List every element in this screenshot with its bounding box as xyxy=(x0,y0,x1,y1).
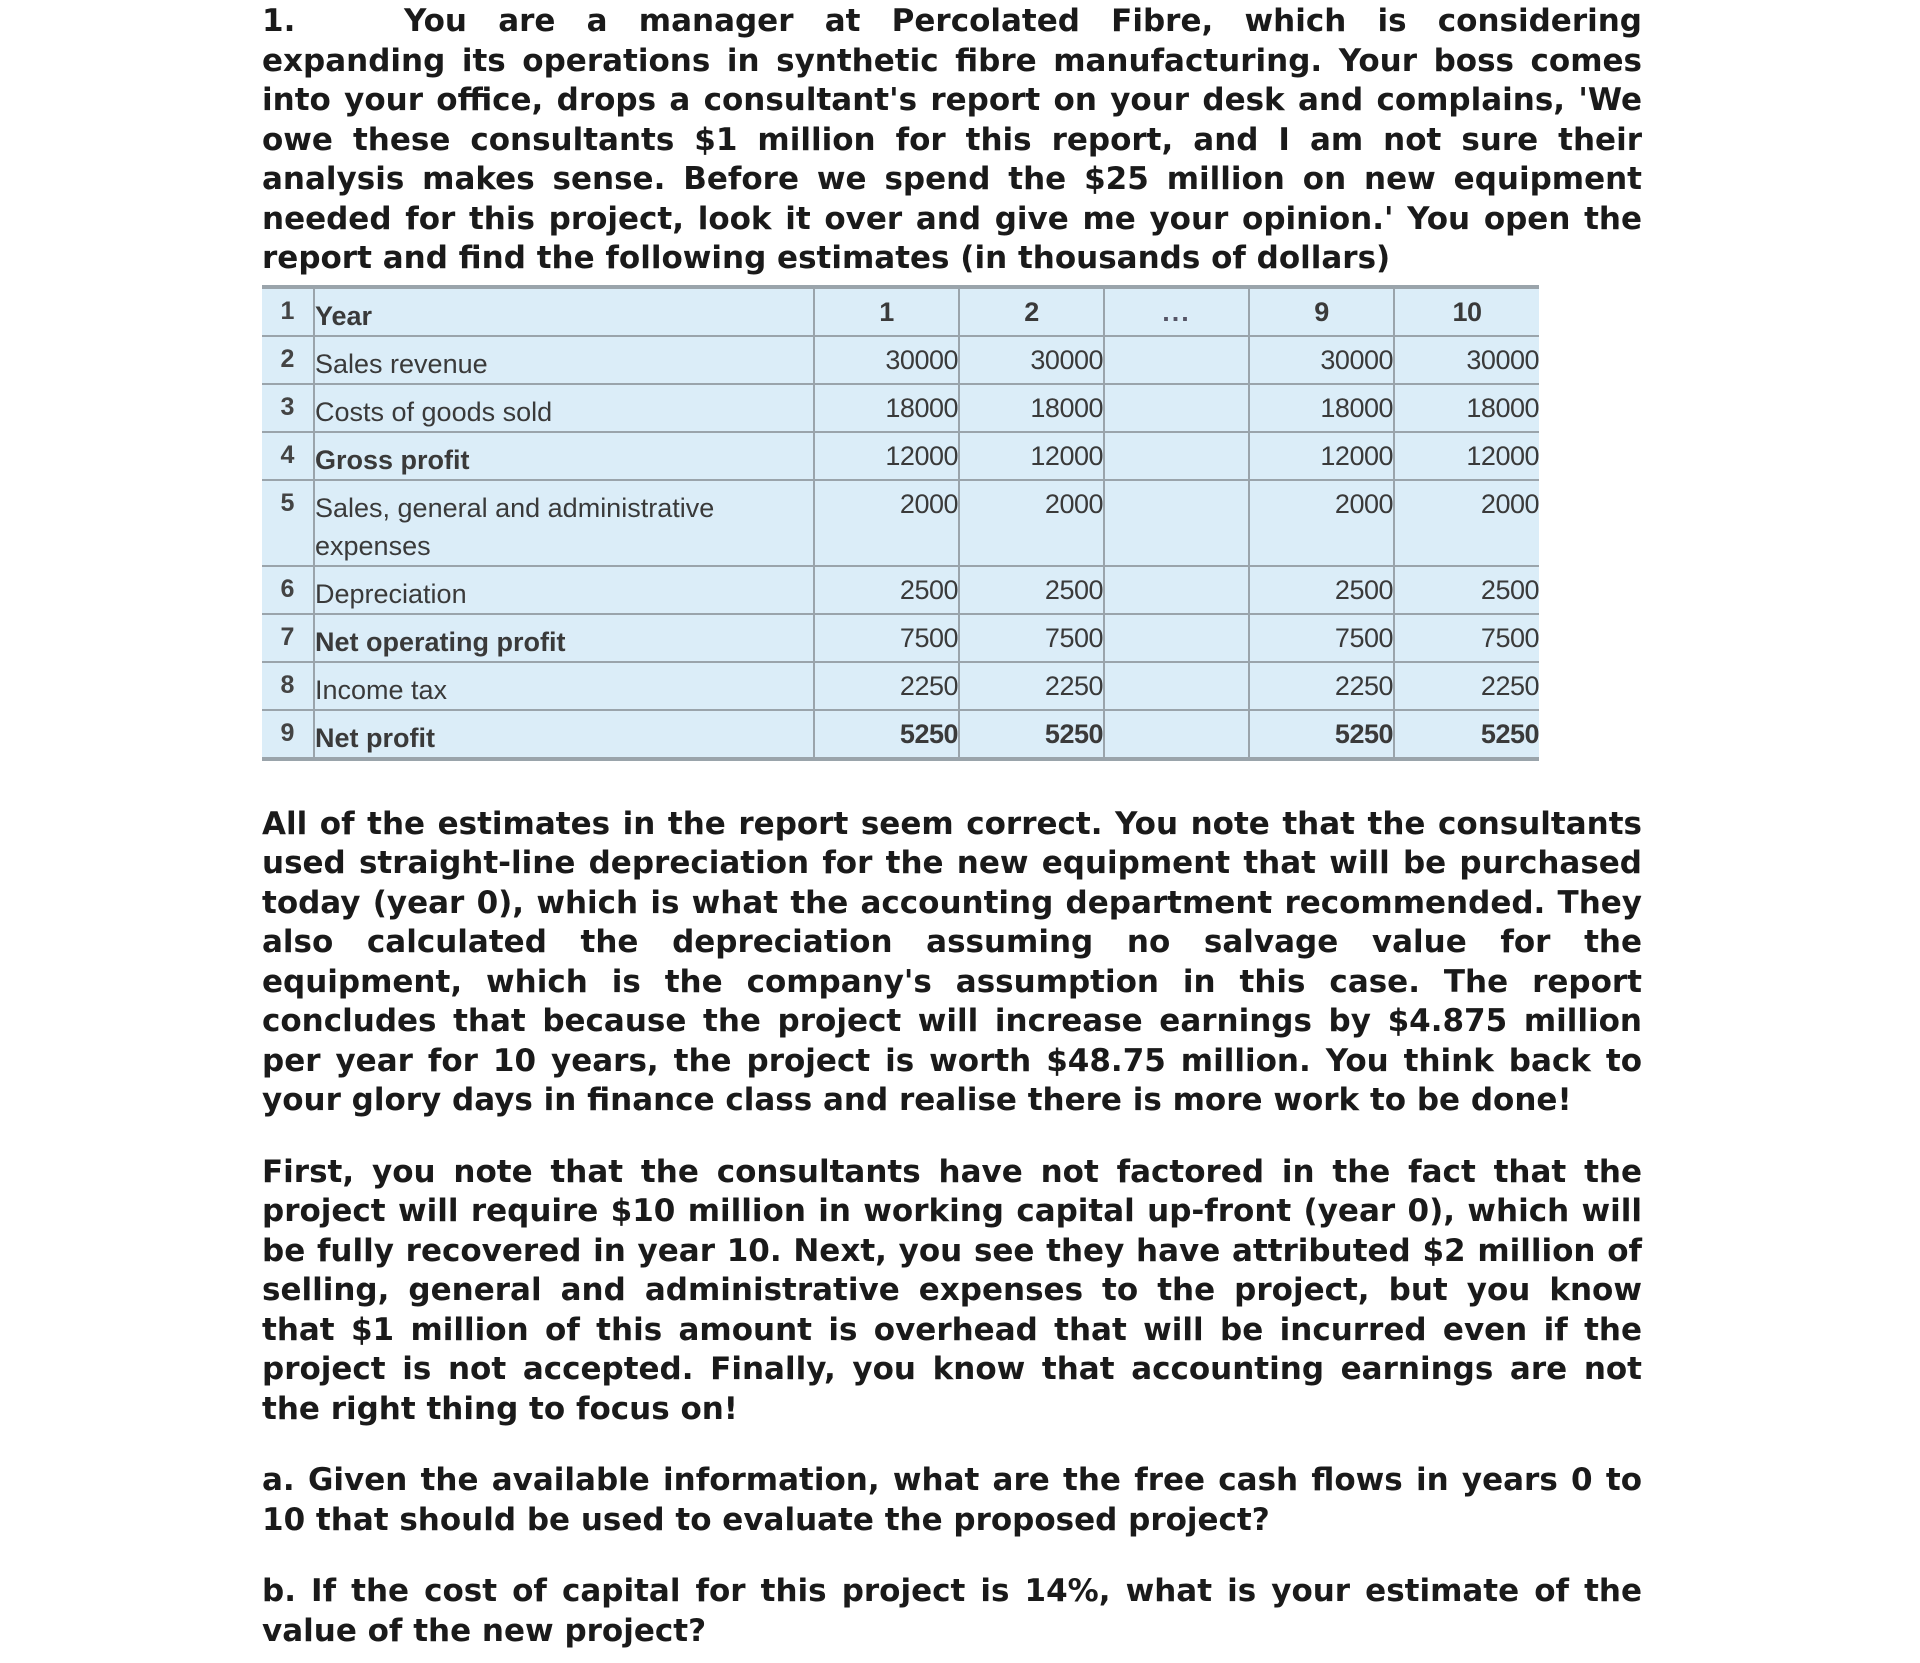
cell-year-2: 7500 xyxy=(959,614,1104,662)
table-row xyxy=(262,480,1539,566)
table-row xyxy=(262,336,1539,384)
row-number: 7 xyxy=(262,614,314,662)
cell-year-1: 7500 xyxy=(814,614,959,662)
table-header-row xyxy=(262,287,1539,336)
cell-year-9: 2250 xyxy=(1249,662,1394,710)
ellipsis-text: ... xyxy=(1162,296,1191,327)
cell-year-10: 7500 xyxy=(1394,614,1539,662)
part-a-question: a. Given the available information, what are the free cash flows in years 0 to 10 that should be used to evaluate the proposed project? xyxy=(262,1462,1642,1538)
part-b-question: b. If the cost of capital for this project is 14%, what is your estimate of the value of the new project? xyxy=(262,1573,1642,1649)
cell-gap xyxy=(1104,566,1249,614)
cell-gap xyxy=(1104,384,1249,432)
row-number: 2 xyxy=(262,336,314,384)
row-number: 3 xyxy=(262,384,314,432)
cell-year-9: 7500 xyxy=(1249,614,1394,662)
cell-year-2: 30000 xyxy=(959,336,1104,384)
cell-year-1: 18000 xyxy=(814,384,959,432)
cell-year-9: 18000 xyxy=(1249,384,1394,432)
cell-gap xyxy=(1104,614,1249,662)
row-label: Costs of goods sold xyxy=(314,384,814,432)
cell-year-9: 2500 xyxy=(1249,566,1394,614)
cell-year-9: 5250 xyxy=(1249,710,1394,759)
cell-year-10: 2500 xyxy=(1394,566,1539,614)
cell-year-10: 30000 xyxy=(1394,336,1539,384)
row-label: Net operating profit xyxy=(314,614,814,662)
header-ellipsis xyxy=(1104,287,1249,336)
cell-year-9: 30000 xyxy=(1249,336,1394,384)
row-number: 5 xyxy=(262,480,314,566)
cell-gap xyxy=(1104,662,1249,710)
cell-year-1: 12000 xyxy=(814,432,959,480)
corrections-paragraph: First, you note that the consultants have not factored in the fact that the project will require $10 million in working capital up-front (year 0), which will be fully recovered in year 10. Next, you see they have attributed $2 million of selling, general and administrative expenses to the project, but you know that $1 million of this amount is overhead that will be incurred even if the project is not accepted. Finally, you know that accounting earnings are not the right thing to focus on! xyxy=(262,1153,1642,1427)
row-label: Gross profit xyxy=(314,432,814,480)
cell-year-1: 2000 xyxy=(814,480,959,566)
cell-year-1: 2500 xyxy=(814,566,959,614)
row-label: Net profit xyxy=(314,710,814,759)
cell-year-2: 2500 xyxy=(959,566,1104,614)
cell-year-9: 2000 xyxy=(1249,480,1394,566)
row-label: Sales revenue xyxy=(314,336,814,384)
cell-year-10: 2000 xyxy=(1394,480,1539,566)
cell-year-1: 5250 xyxy=(814,710,959,759)
cell-year-9: 12000 xyxy=(1249,432,1394,480)
cell-year-1: 2250 xyxy=(814,662,959,710)
cell-year-10: 5250 xyxy=(1394,710,1539,759)
header-year-label: Year xyxy=(314,287,814,336)
table-row xyxy=(262,614,1539,662)
header-year-1: 1 xyxy=(814,287,959,336)
cell-gap xyxy=(1104,710,1249,759)
estimates-table xyxy=(262,285,1539,761)
row-number: 1 xyxy=(262,287,314,336)
table-row xyxy=(262,662,1539,710)
question-number: 1. xyxy=(262,3,296,39)
cell-gap xyxy=(1104,480,1249,566)
row-number: 6 xyxy=(262,566,314,614)
table-row xyxy=(262,432,1539,480)
row-number: 8 xyxy=(262,662,314,710)
cell-year-10: 2250 xyxy=(1394,662,1539,710)
table-row xyxy=(262,710,1539,759)
estimates-table-wrapper xyxy=(262,285,1539,761)
cell-year-2: 2000 xyxy=(959,480,1104,566)
question-intro-paragraph xyxy=(262,2,1642,279)
question-intro-text: You are a manager at Percolated Fibre, which is considering expanding its operations in synthetic fibre manufacturing. Your boss comes into your office, drops a consultant's report on your desk and complains, 'We owe these consultants $1 million for this report, and I am not sure their analysis makes sense. Before we spend the $25 million on new equipment needed for this project, look it over and give me your opinion.' You open the report and find the following estimates (in thousands of dollars) xyxy=(262,3,1642,276)
cell-year-10: 18000 xyxy=(1394,384,1539,432)
header-year-9: 9 xyxy=(1249,287,1394,336)
row-label: Sales, general and administrative expenses xyxy=(314,480,814,566)
row-label: Income tax xyxy=(314,662,814,710)
header-year-10: 10 xyxy=(1394,287,1539,336)
analysis-paragraph: All of the estimates in the report seem correct. You note that the consultants used straight-line depreciation for the new equipment that will be purchased today (year 0), which is what the accounting department recommended. They also calculated the depreciation assuming no salvage value for the equipment, which is the company's assumption in this case. The report concludes that because the project will increase earnings by $4.875 million per year for 10 years, the project is worth $48.75 million. You think back to your glory days in finance class and realise there is more work to be done! xyxy=(262,805,1642,1118)
table-row xyxy=(262,384,1539,432)
cell-year-2: 5250 xyxy=(959,710,1104,759)
cell-year-2: 2250 xyxy=(959,662,1104,710)
row-number: 9 xyxy=(262,710,314,759)
cell-year-10: 12000 xyxy=(1394,432,1539,480)
table-row xyxy=(262,566,1539,614)
row-label: Depreciation xyxy=(314,566,814,614)
cell-gap xyxy=(1104,432,1249,480)
cell-gap xyxy=(1104,336,1249,384)
row-number: 4 xyxy=(262,432,314,480)
cell-year-2: 18000 xyxy=(959,384,1104,432)
cell-year-2: 12000 xyxy=(959,432,1104,480)
cell-year-1: 30000 xyxy=(814,336,959,384)
document-page xyxy=(262,2,1642,1651)
header-year-2: 2 xyxy=(959,287,1104,336)
